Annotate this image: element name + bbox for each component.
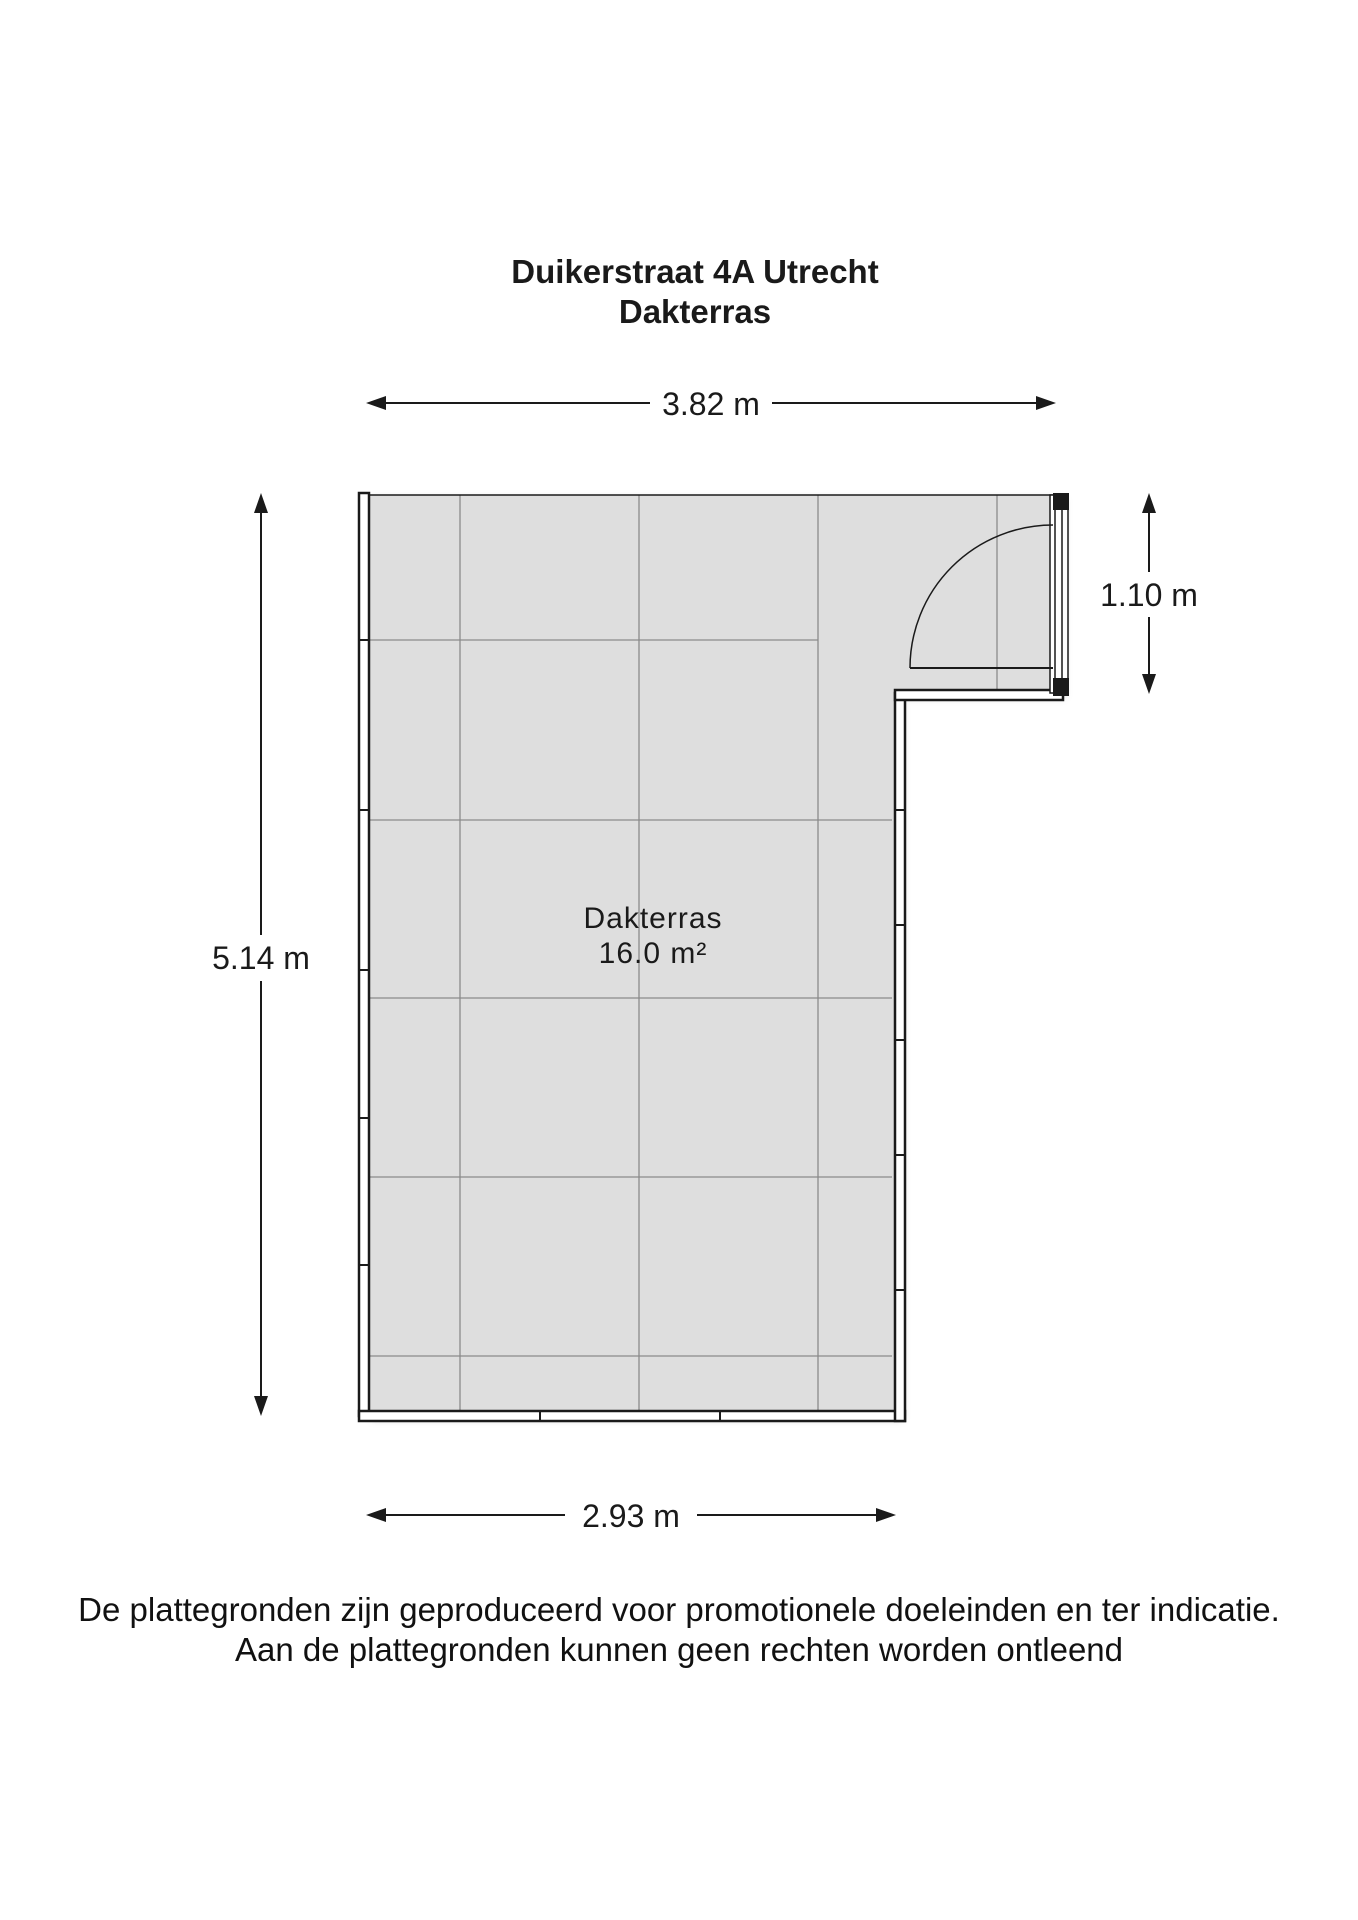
disclaimer-line-1: De plattegronden zijn geproduceerd voor promotionele doeleinden en ter indicatie. xyxy=(78,1591,1280,1628)
dimension-left-height xyxy=(200,493,320,1416)
dimension-door-side xyxy=(1100,493,1198,694)
dimension-left-height-label: 5.14 m xyxy=(212,940,310,976)
room-area-label: 16.0 m² xyxy=(598,937,708,970)
dimension-bottom-width-label: 2.93 m xyxy=(582,1498,680,1534)
terrace-floor-area xyxy=(368,495,1060,1415)
room-name-label: Dakterras xyxy=(583,902,723,935)
dimension-top-width xyxy=(366,386,1056,422)
dimension-top-width-label: 3.82 m xyxy=(662,386,760,422)
plan-floor-title: Dakterras xyxy=(618,293,772,330)
dimension-door-side-label: 1.10 m xyxy=(1100,577,1198,613)
plan-address-title: Duikerstraat 4A Utrecht xyxy=(511,253,879,290)
dimension-bottom-width xyxy=(366,1498,896,1534)
disclaimer-line-2: Aan de plattegronden kunnen geen rechten worden ontleend xyxy=(234,1631,1124,1668)
